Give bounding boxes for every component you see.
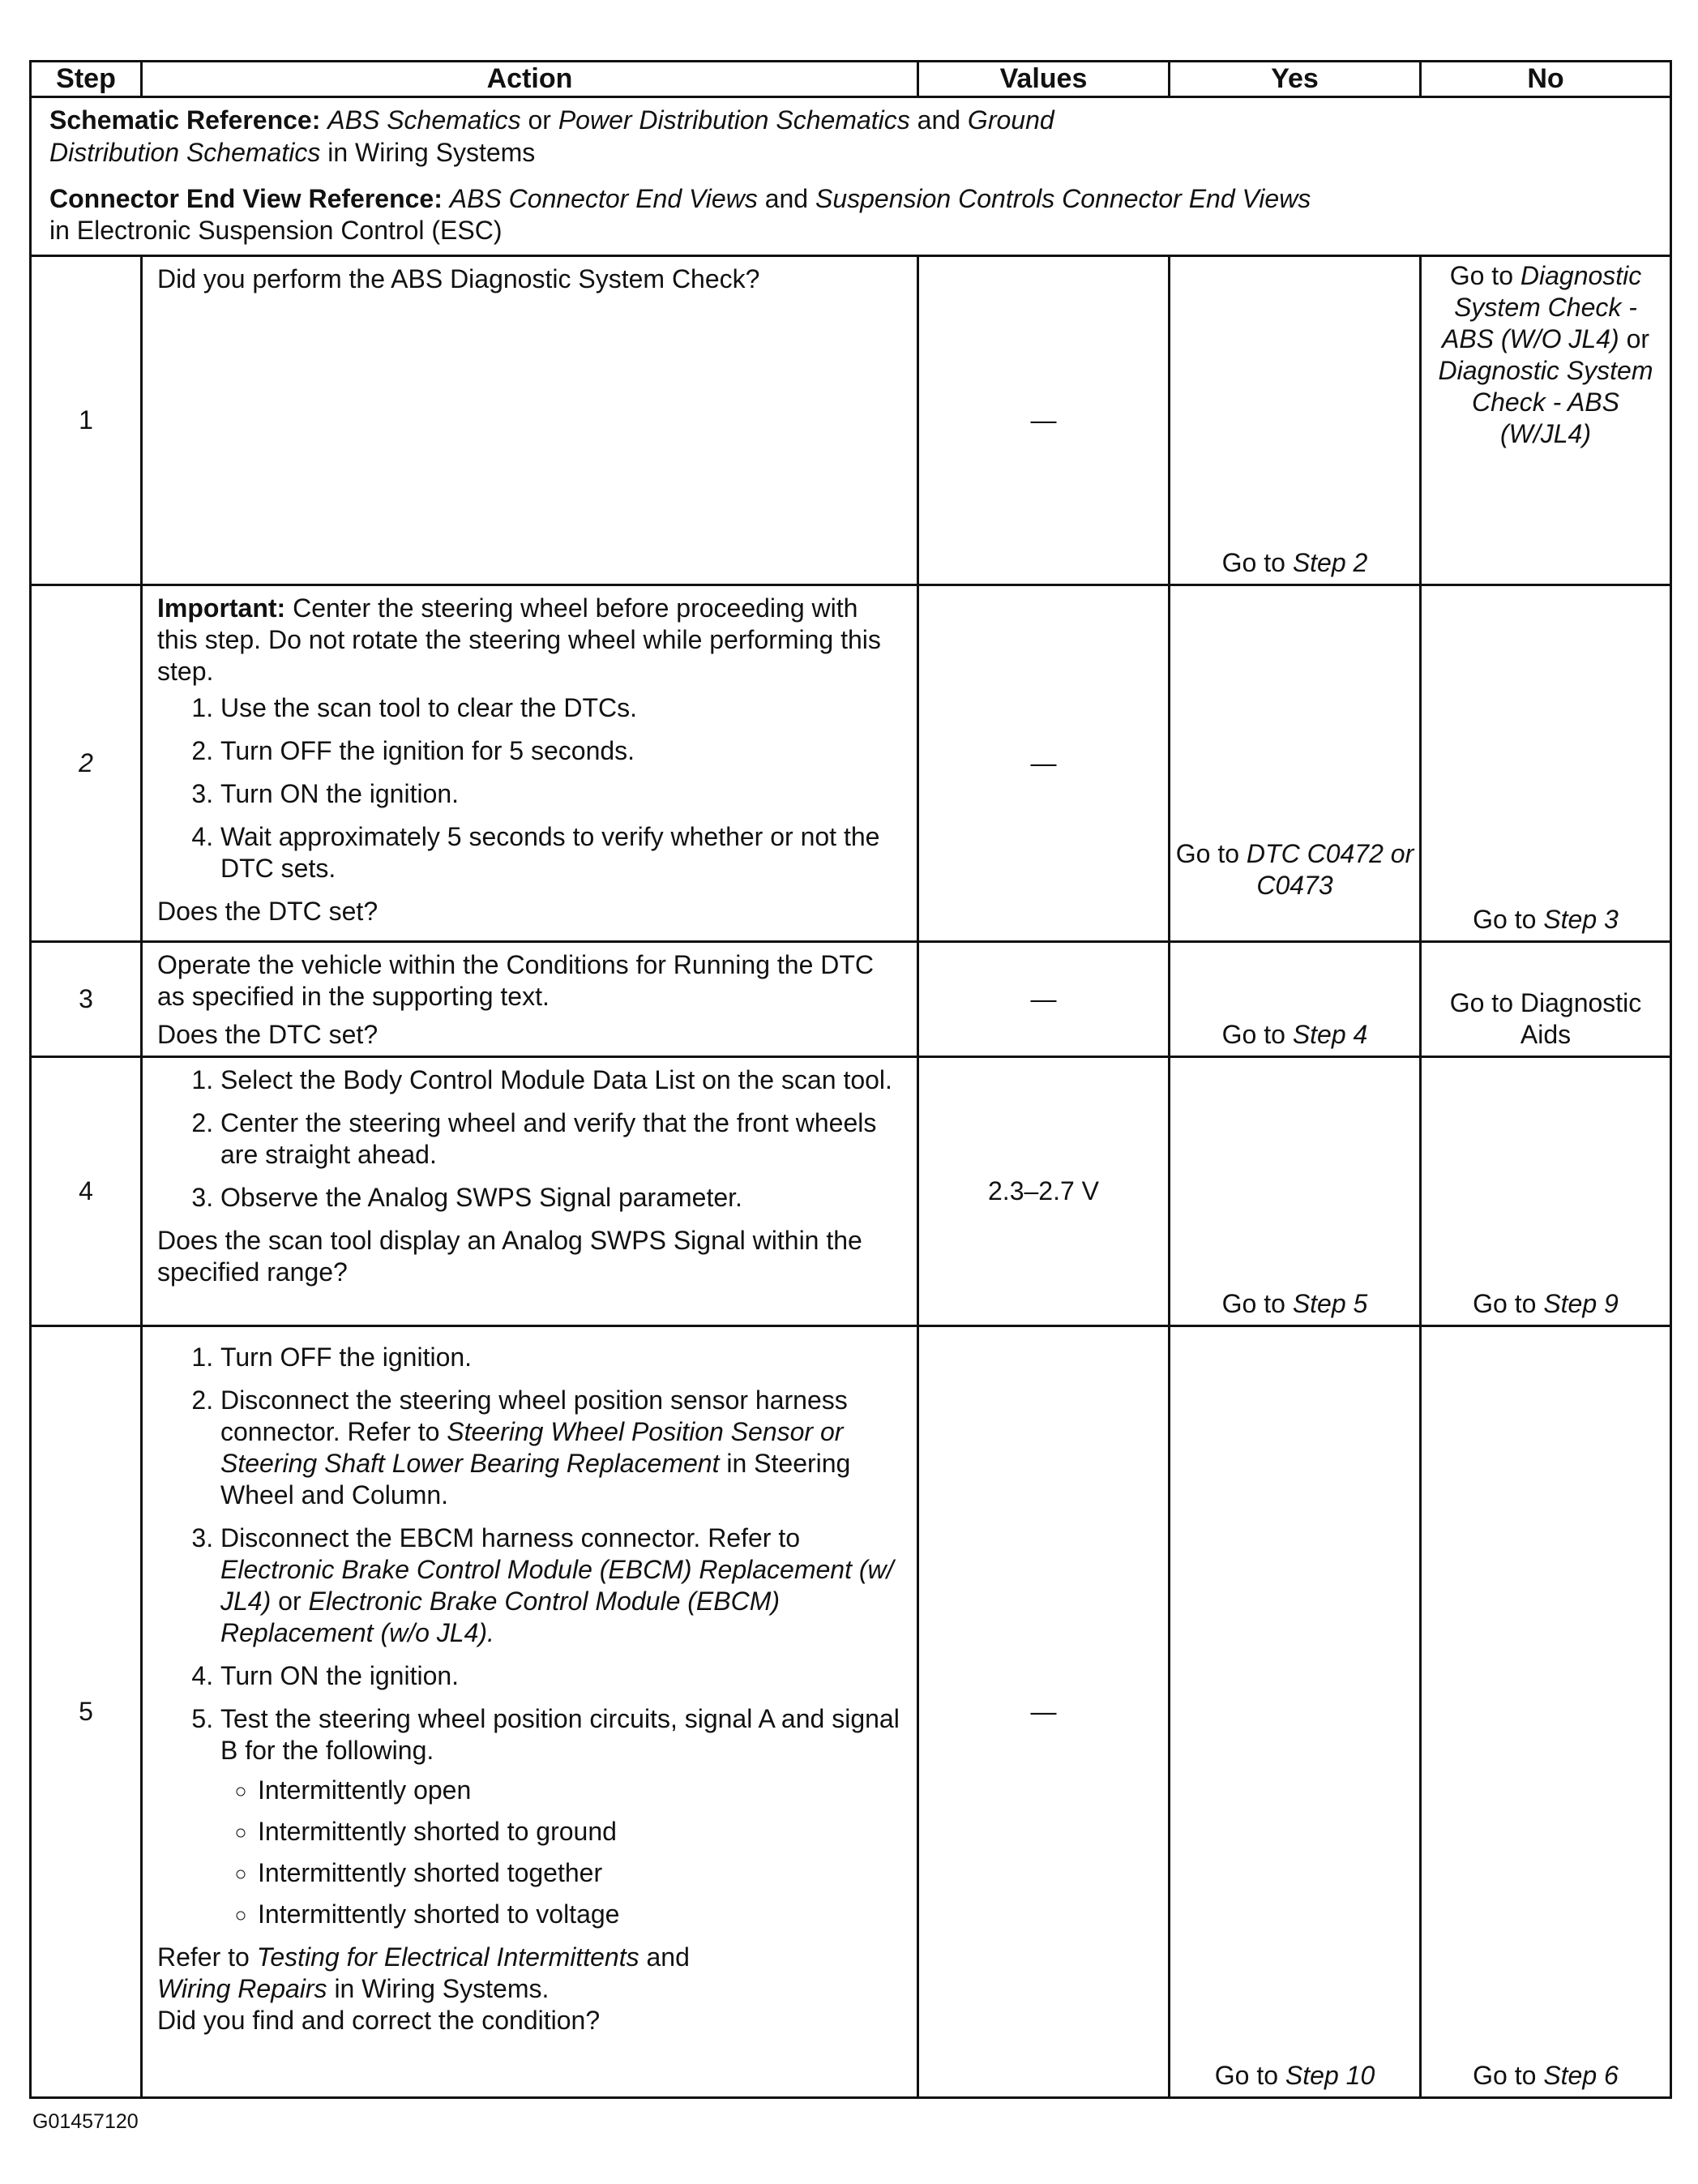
reference-row [31, 97, 1671, 255]
list-item [220, 1703, 905, 1930]
table-row [31, 1056, 1671, 1325]
header-action: Action [142, 62, 918, 97]
no-link-2[interactable]: Diagnostic System Check - ABS (W/JL4) [1438, 355, 1653, 448]
step-text: Operate the vehicle within the Conditions for Running the DTC as specified in the supporting text. [157, 949, 875, 1011]
connector-text: Go to [1214, 2060, 1285, 2090]
procedure-link[interactable]: Electronic Brake Control Module (EBCM) Replacement (w/ JL4) [220, 1554, 894, 1616]
bullet-item: ◦ Intermittently shorted to voltage [258, 1899, 905, 1930]
schematic-reference [49, 105, 1249, 168]
list-item: 1. Select the Body Control Module Data List on the scan tool. [220, 1064, 905, 1096]
value-cell: — [918, 585, 1170, 941]
yes-cell [1170, 585, 1421, 941]
refer-link-1[interactable]: Testing for Electrical Intermittents [256, 1942, 639, 1972]
connector-reference [49, 183, 1652, 246]
yes-link[interactable]: DTC C0472 or C0473 [1246, 838, 1414, 900]
connector-text: Go to [1175, 838, 1247, 868]
connector-text: and [757, 183, 815, 213]
refer-link-2[interactable]: Wiring Repairs [157, 1974, 327, 2004]
step-number: 4 [31, 1056, 142, 1325]
step-list [157, 1342, 905, 1931]
connector-text: Go to [1221, 1288, 1293, 1318]
schematic-link-abs[interactable]: ABS Schematics [327, 105, 521, 135]
important-note [157, 593, 905, 687]
connector-text: or [271, 1586, 309, 1616]
schematic-reference-label: Schematic Reference: [49, 105, 321, 135]
bullet-item: ◦ Intermittently open [258, 1775, 905, 1806]
connector-text: Disconnect the EBCM harness connector. Refer to [220, 1522, 801, 1552]
action-cell [142, 255, 918, 585]
no-link-1[interactable]: Diagnostic System Check - ABS (W/O JL4) [1441, 260, 1642, 353]
connector-text: in Wiring Systems [320, 137, 536, 167]
step-question: Does the DTC set? [157, 896, 379, 926]
list-item: 2. Turn OFF the ignition for 5 seconds. [220, 735, 905, 767]
connector-text: and [639, 1942, 690, 1972]
schematic-link-power[interactable]: Power Distribution Schematics [558, 105, 910, 135]
table-row [31, 255, 1671, 585]
table-row [31, 585, 1671, 941]
schematic-link-ground-a[interactable]: Ground [967, 105, 1054, 135]
no-link[interactable]: Step 6 [1543, 2060, 1619, 2090]
yes-link[interactable]: Step 2 [1292, 547, 1368, 577]
connector-text: Go to [1221, 1019, 1293, 1049]
step-question: Does the scan tool display an Analog SWPS Signal within the specified range? [157, 1225, 862, 1287]
connector-link-abs[interactable]: ABS Connector End Views [449, 183, 758, 213]
no-link[interactable]: Step 3 [1543, 904, 1619, 934]
no-cell [1421, 585, 1671, 941]
table-row [31, 941, 1671, 1056]
refer-note [157, 1942, 708, 2005]
figure-code: G01457120 [32, 2110, 139, 2133]
value-cell: — [918, 941, 1170, 1056]
step-number: 1 [31, 255, 142, 585]
step-number: 5 [31, 1325, 142, 2097]
no-link[interactable]: Step 9 [1543, 1288, 1619, 1318]
value-cell: 2.3–2.7 V [918, 1056, 1170, 1325]
procedure-link[interactable]: Electronic Brake Control Module (EBCM) Replacement (w/o JL4). [220, 1586, 781, 1647]
no-cell [1421, 1056, 1671, 1325]
table-row [31, 1325, 1671, 2097]
yes-link[interactable]: Step 4 [1292, 1019, 1368, 1049]
connector-text: Disconnect the steering wheel position sensor harness connector. Refer to [220, 1385, 848, 1446]
value-cell: — [918, 1325, 1170, 2097]
yes-link[interactable]: Step 10 [1285, 2060, 1375, 2090]
list-item: 3. Turn ON the ignition. [220, 778, 905, 810]
step-list [157, 692, 905, 884]
action-cell [142, 941, 918, 1056]
no-link[interactable]: Go to Diagnostic Aids [1449, 987, 1642, 1049]
schematic-link-ground-b[interactable]: Distribution Schematics [49, 137, 321, 167]
no-cell [1421, 255, 1671, 585]
connector-text: and [909, 105, 968, 135]
connector-text: Go to [1473, 904, 1544, 934]
list-item: 4. Turn ON the ignition. [220, 1660, 905, 1692]
yes-link[interactable]: Step 5 [1292, 1288, 1368, 1318]
connector-text: Test the steering wheel position circuits, signal A and signal B for the following. [220, 1704, 900, 1766]
no-cell [1421, 941, 1671, 1056]
yes-cell [1170, 941, 1421, 1056]
connector-text: in Wiring Systems. [327, 1974, 550, 2004]
bullet-item: ◦ Intermittently shorted together [258, 1857, 905, 1889]
bullet-item: ◦ Intermittently shorted to ground [258, 1816, 905, 1848]
header-row [31, 62, 1671, 97]
connector-link-suspension[interactable]: Suspension Controls Connector End Views [815, 183, 1311, 213]
list-item: 1. Use the scan tool to clear the DTCs. [220, 692, 905, 724]
connector-text: or [1619, 323, 1650, 353]
connector-text: or [520, 105, 558, 135]
connector-tail: in Electronic Suspension Control (ESC) [49, 215, 503, 245]
list-item: 3. Observe the Analog SWPS Signal parameter. [220, 1182, 905, 1214]
step-number: 2 [31, 585, 142, 941]
header-no: No [1421, 62, 1671, 97]
connector-text: Go to [1449, 260, 1521, 290]
connector-text: Go to [1221, 547, 1293, 577]
bullet-list [220, 1775, 905, 1930]
step-question: Did you find and correct the condition? [157, 2006, 601, 2036]
list-item: 1. Turn OFF the ignition. [220, 1342, 905, 1373]
header-values: Values [918, 62, 1170, 97]
list-item [220, 1385, 905, 1511]
yes-cell [1170, 255, 1421, 585]
connector-text: Go to [1473, 2060, 1544, 2090]
connector-reference-label: Connector End View Reference: [49, 183, 443, 213]
step-question: Did you perform the ABS Diagnostic System Check? [157, 263, 760, 293]
yes-cell [1170, 1325, 1421, 2097]
header-yes: Yes [1170, 62, 1421, 97]
important-text: Center the steering wheel before proceeding with this step. Do not rotate the steering wheel while performing this step. [157, 593, 881, 686]
list-item [220, 1522, 905, 1649]
diagnostic-table [29, 60, 1672, 2099]
important-label: Important: [157, 593, 286, 623]
header-step: Step [31, 62, 142, 97]
connector-text: Refer to [157, 1942, 257, 1972]
no-cell [1421, 1325, 1671, 2097]
action-cell [142, 1056, 918, 1325]
value-cell: — [918, 255, 1170, 585]
step-question: Does the DTC set? [157, 1019, 379, 1049]
action-cell [142, 585, 918, 941]
reference-cell [31, 97, 1671, 255]
list-item: 4. Wait approximately 5 seconds to verify whether or not the DTC sets. [220, 821, 905, 884]
connector-text: Go to [1473, 1288, 1544, 1318]
list-item: 2. Center the steering wheel and verify that the front wheels are straight ahead. [220, 1107, 905, 1171]
procedure-link[interactable]: Steering Wheel Position Sensor or Steering Shaft Lower Bearing Replacement [220, 1416, 844, 1478]
action-cell [142, 1325, 918, 2097]
connector-text: in Steering Wheel and Column. [220, 1448, 851, 1510]
step-number: 3 [31, 941, 142, 1056]
yes-cell [1170, 1056, 1421, 1325]
step-list [157, 1064, 905, 1214]
